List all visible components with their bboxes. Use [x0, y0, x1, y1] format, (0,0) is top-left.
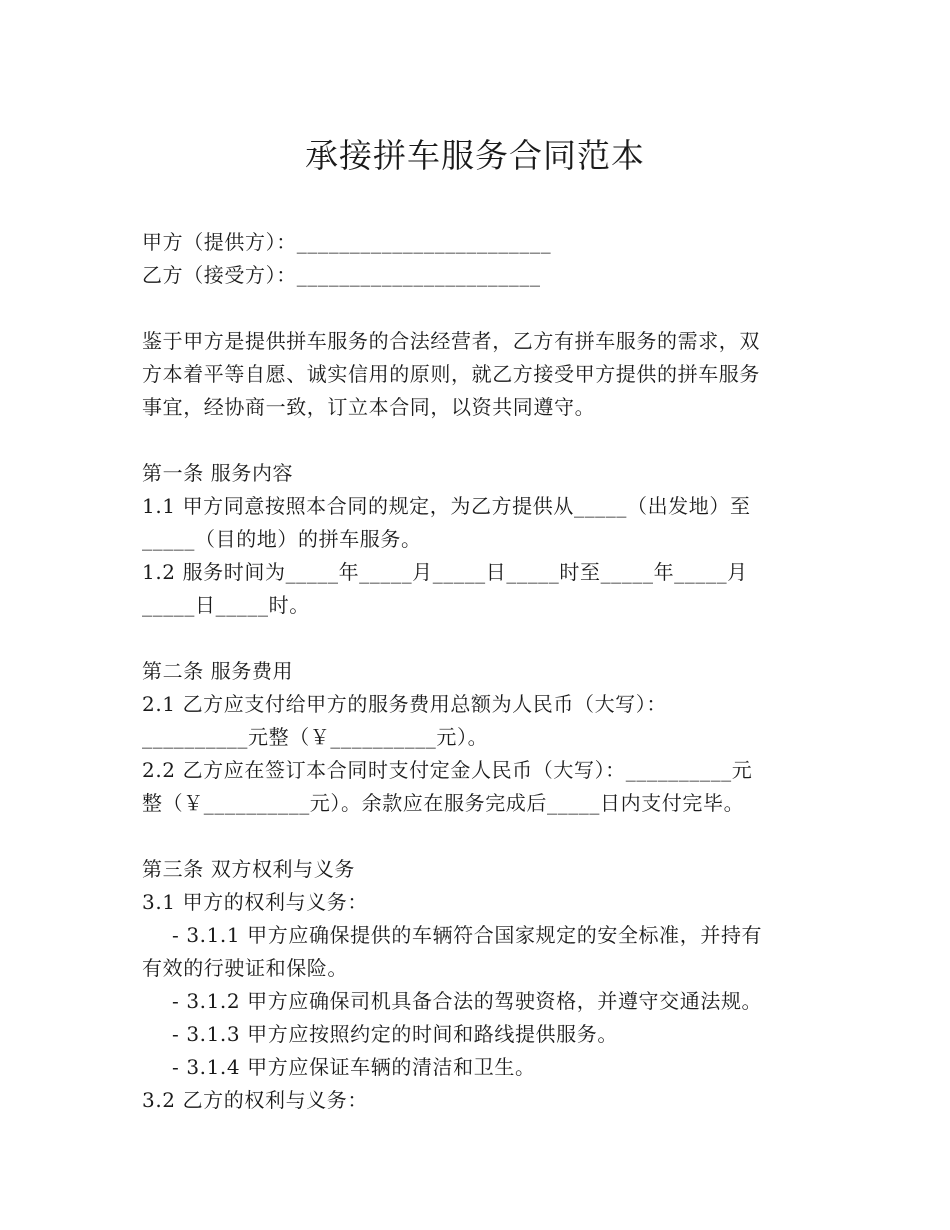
preamble-line: 鉴于甲方是提供拼车服务的合法经营者，乙方有拼车服务的需求，双 — [142, 329, 760, 353]
article-1-line: 1.2 服务时间为_____年_____月_____日_____时至_____年_____月 — [142, 560, 748, 584]
spacer — [142, 820, 812, 853]
article-3-line: 有效的行驶证和保险。 — [142, 956, 348, 980]
article-2-heading: 第二条 服务费用 — [142, 659, 294, 683]
article-1-heading: 第一条 服务内容 — [142, 461, 294, 485]
article-2-line: 2.2 乙方应在签订本合同时支付定金人民币（大写）：__________元 — [142, 758, 753, 782]
spacer — [142, 622, 812, 655]
party-b-line: 乙方（接受方）：_______________________ — [142, 263, 541, 287]
document-title: 承接拼车服务合同范本 — [305, 136, 645, 175]
article-3-subitem: - 3.1.1 甲方应确保提供的车辆符合国家规定的安全标准，并持有 — [172, 923, 763, 947]
article-3-subitem: - 3.1.3 甲方应按照约定的时间和路线提供服务。 — [172, 1022, 618, 1046]
party-a-line: 甲方（提供方）：________________________ — [142, 230, 552, 254]
preamble-line: 事宜，经协商一致，订立本合同，以资共同遵守。 — [142, 395, 596, 419]
article-3-line: 3.2 乙方的权利与义务： — [142, 1088, 368, 1112]
article-3-subitem: - 3.1.2 甲方应确保司机具备合法的驾驶资格，并遵守交通法规。 — [172, 989, 763, 1013]
preamble-line: 方本着平等自愿、诚实信用的原则，就乙方接受甲方提供的拼车服务 — [142, 362, 760, 386]
spacer — [142, 424, 812, 457]
spacer — [142, 292, 812, 325]
article-1-line: _____（目的地）的拼车服务。 — [142, 527, 422, 551]
article-3-heading: 第三条 双方权利与义务 — [142, 857, 355, 881]
article-3-line: 3.1 甲方的权利与义务： — [142, 890, 368, 914]
document-body — [142, 226, 812, 1117]
article-2-line: __________元整（￥__________元）。 — [142, 725, 489, 749]
article-2-line: 2.1 乙方应支付给甲方的服务费用总额为人民币（大写）： — [142, 692, 667, 716]
article-3-subitem: - 3.1.4 甲方应保证车辆的清洁和卫生。 — [172, 1055, 536, 1079]
article-1-line: 1.1 甲方同意按照本合同的规定，为乙方提供从_____（出发地）至 — [142, 494, 751, 518]
article-2-line: 整（￥__________元）。余款应在服务完成后_____日内支付完毕。 — [142, 791, 745, 815]
article-1-line: _____日_____时。 — [142, 593, 310, 617]
